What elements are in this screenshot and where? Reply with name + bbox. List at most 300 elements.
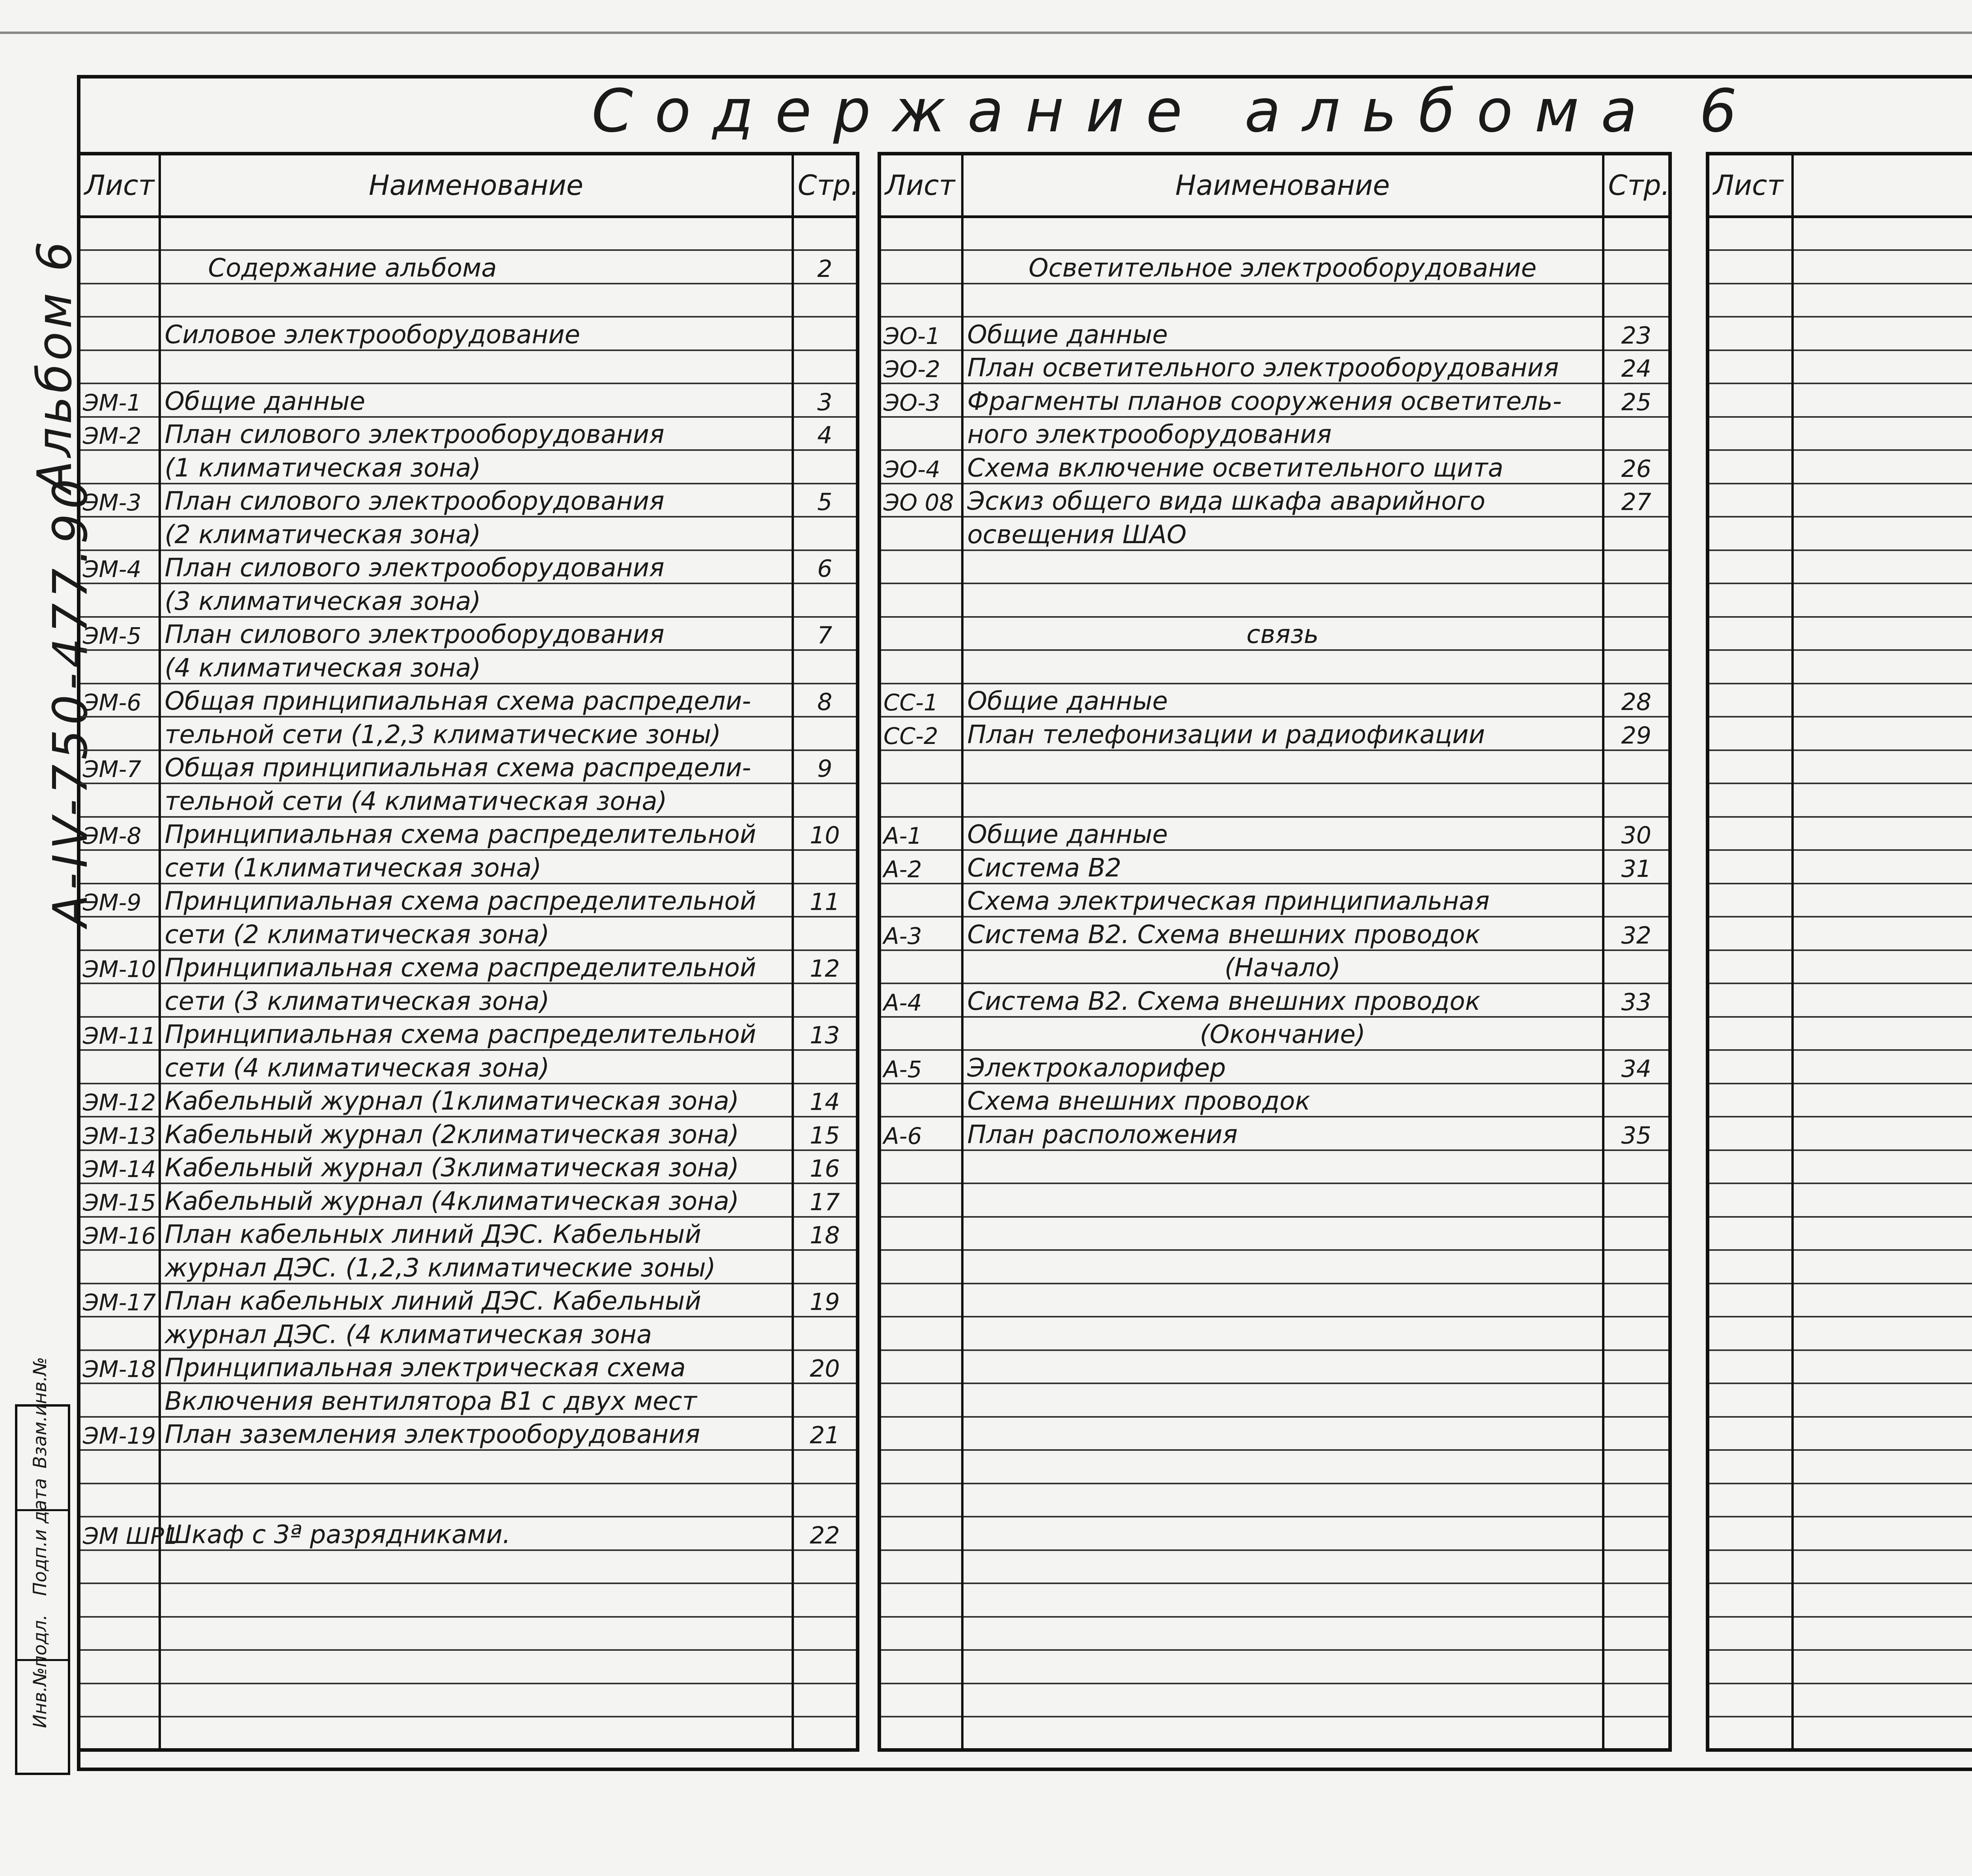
page-number-cell: 31 xyxy=(1603,850,1670,884)
table-row xyxy=(1708,1017,1972,1050)
table-row xyxy=(880,1250,1670,1284)
table-row xyxy=(880,917,1670,950)
item-name-cell xyxy=(1793,884,1972,917)
table-row xyxy=(1708,317,1972,350)
sheet-code-cell xyxy=(880,1417,962,1450)
page-number-cell xyxy=(793,1617,858,1650)
sheet-code-cell xyxy=(880,1350,962,1384)
table-row xyxy=(79,1150,858,1184)
contents-table-left xyxy=(77,152,859,1752)
sheet-code-cell xyxy=(880,1084,962,1117)
table-row xyxy=(79,1350,858,1384)
table-row xyxy=(79,1550,858,1584)
table-row xyxy=(880,650,1670,684)
item-name-cell: Принципиальная схема распределительной xyxy=(160,1017,793,1050)
table-row xyxy=(79,817,858,850)
sheet-code-cell: СС-2 xyxy=(880,717,962,750)
page-number-cell: 26 xyxy=(1603,450,1670,484)
page-number-cell: 6 xyxy=(793,550,858,584)
page-number-cell: 4 xyxy=(793,417,858,450)
table-row xyxy=(1708,684,1972,717)
item-name-cell xyxy=(1793,717,1972,750)
sheet-code-cell xyxy=(880,1317,962,1350)
table-row xyxy=(1708,850,1972,884)
stamp-label-inventory: Инв.№подл. xyxy=(29,1614,50,1728)
page-number-cell: 35 xyxy=(1603,1117,1670,1150)
item-name-cell: План силового электрооборудования xyxy=(160,550,793,584)
table-row xyxy=(880,1217,1670,1250)
item-name-cell: Система В2. Схема внешних проводок xyxy=(962,917,1603,950)
table-row xyxy=(1708,583,1972,617)
page-number-cell xyxy=(1603,1550,1670,1584)
sheet-code-cell xyxy=(79,1617,160,1650)
sheet-code-cell: ЭМ-19 xyxy=(79,1417,160,1450)
sheet-code-cell xyxy=(1708,650,1793,684)
page-number-cell: 19 xyxy=(793,1284,858,1317)
item-name-cell xyxy=(962,1650,1603,1684)
sheet-code-cell xyxy=(79,1383,160,1417)
item-name-cell xyxy=(962,1284,1603,1317)
item-name-cell xyxy=(1793,317,1972,350)
page-number-cell xyxy=(793,284,858,317)
sheet-code-cell xyxy=(1708,1383,1793,1417)
item-name-cell: Кабельный журнал (3климатическая зона) xyxy=(160,1150,793,1184)
item-name-cell: Общая принципиальная схема распредели- xyxy=(160,750,793,784)
table-row xyxy=(79,917,858,950)
page-number-cell xyxy=(1603,884,1670,917)
sheet-code-cell xyxy=(880,650,962,684)
page-number-cell xyxy=(1603,284,1670,317)
table-row xyxy=(1708,1484,1972,1517)
table-row xyxy=(1708,1417,1972,1450)
page-number-cell: 15 xyxy=(793,1117,858,1150)
sheet-code-cell xyxy=(1708,1583,1793,1617)
table-row xyxy=(79,250,858,284)
item-name-cell: сети (1климатическая зона) xyxy=(160,850,793,884)
sheet-code-cell xyxy=(880,1650,962,1684)
table-row xyxy=(79,1684,858,1717)
sheet-code-cell xyxy=(880,1250,962,1284)
sheet-code-cell xyxy=(880,884,962,917)
item-name-cell xyxy=(160,217,793,250)
page-number-cell: 25 xyxy=(1603,383,1670,417)
table-row xyxy=(880,550,1670,584)
table-row xyxy=(1708,1317,1972,1350)
page-number-cell xyxy=(1603,1250,1670,1284)
item-name-cell: Фрагменты планов сооружения осветитель- xyxy=(962,383,1603,417)
sheet-code-cell xyxy=(880,217,962,250)
page-number-cell xyxy=(1603,783,1670,817)
item-name-cell xyxy=(160,1550,793,1584)
table-row xyxy=(1708,1450,1972,1484)
item-name-cell xyxy=(1793,1150,1972,1184)
sheet-code-cell xyxy=(79,1684,160,1717)
item-name-cell: План кабельных линий ДЭС. Кабельный xyxy=(160,1284,793,1317)
sheet-code-cell xyxy=(79,517,160,550)
item-name-cell: План телефонизации и радиофикации xyxy=(962,717,1603,750)
table-row xyxy=(79,884,858,917)
sheet-code-cell xyxy=(1708,1450,1793,1484)
page-number-cell xyxy=(793,850,858,884)
table-row xyxy=(1708,450,1972,484)
page-number-cell: 2 xyxy=(793,250,858,284)
table-row xyxy=(79,650,858,684)
table-row xyxy=(880,750,1670,784)
item-name-cell xyxy=(1793,284,1972,317)
item-name-cell xyxy=(1793,517,1972,550)
table-row xyxy=(79,284,858,317)
sheet-code-cell xyxy=(880,1183,962,1217)
table-header-row xyxy=(880,154,1670,217)
page-number-cell xyxy=(793,1583,858,1617)
page-number-cell xyxy=(1603,1583,1670,1617)
page-number-cell: 27 xyxy=(1603,484,1670,517)
sheet-code-cell xyxy=(1708,583,1793,617)
table-row xyxy=(1708,917,1972,950)
page-number-cell xyxy=(793,1650,858,1684)
sheet-code-cell: ЭМ-2 xyxy=(79,417,160,450)
sheet-code-cell xyxy=(79,1450,160,1484)
sheet-code-cell xyxy=(79,284,160,317)
table-row xyxy=(79,350,858,384)
sheet-code-cell xyxy=(1708,1350,1793,1384)
sheet-code-cell xyxy=(880,1717,962,1750)
table-row xyxy=(79,1617,858,1650)
page-number-cell: 22 xyxy=(793,1517,858,1550)
table-row xyxy=(880,484,1670,517)
table-row xyxy=(1708,617,1972,650)
item-name-cell xyxy=(1793,917,1972,950)
table-row xyxy=(79,617,858,650)
sheet-code-cell xyxy=(1708,1250,1793,1284)
sheet-code-cell xyxy=(79,1250,160,1284)
page-number-cell xyxy=(793,583,858,617)
sheet-code-cell xyxy=(79,783,160,817)
sheet-code-cell xyxy=(1708,1217,1793,1250)
item-name-cell xyxy=(962,1417,1603,1450)
table-row xyxy=(880,684,1670,717)
table-row xyxy=(880,1450,1670,1484)
stamp-cell-inventory xyxy=(17,1614,68,1773)
sheet-code-cell: ЭМ-13 xyxy=(79,1117,160,1150)
sheet-code-cell xyxy=(79,250,160,284)
table-row xyxy=(880,417,1670,450)
sheet-code-cell: ЭМ ШР1 xyxy=(79,1517,160,1550)
page-number-cell: 14 xyxy=(793,1084,858,1117)
table-row xyxy=(880,1150,1670,1184)
table-row xyxy=(79,583,858,617)
page-number-cell: 11 xyxy=(793,884,858,917)
table-header-row xyxy=(1708,154,1972,217)
item-name-cell xyxy=(962,750,1603,784)
item-name-cell xyxy=(962,217,1603,250)
page-number-cell xyxy=(1603,1417,1670,1450)
page-number-cell xyxy=(1603,1017,1670,1050)
sheet-code-cell xyxy=(880,1583,962,1617)
item-name-cell xyxy=(1793,1183,1972,1217)
table-header-row xyxy=(79,154,858,217)
page-number-cell xyxy=(1603,617,1670,650)
sheet-code-cell: А-1 xyxy=(880,817,962,850)
page-number-cell xyxy=(1603,583,1670,617)
sheet-code-cell xyxy=(1708,1117,1793,1150)
page-number-cell xyxy=(793,1317,858,1350)
page-number-cell xyxy=(1603,550,1670,584)
table-row xyxy=(79,983,858,1017)
item-name-cell: Кабельный журнал (4климатическая зона) xyxy=(160,1183,793,1217)
table-row xyxy=(79,950,858,984)
table-row xyxy=(79,417,858,450)
table-row xyxy=(880,1484,1670,1517)
table-row xyxy=(1708,717,1972,750)
item-name-cell xyxy=(1793,1350,1972,1384)
sheet-code-cell xyxy=(880,550,962,584)
item-name-cell xyxy=(1793,1317,1972,1350)
column-header-page: Стр. xyxy=(793,154,858,217)
item-name-cell: (3 климатическая зона) xyxy=(160,583,793,617)
sheet-code-cell xyxy=(1708,1050,1793,1084)
table-row xyxy=(1708,1717,1972,1750)
table-row xyxy=(1708,1583,1972,1617)
table-row xyxy=(880,1284,1670,1317)
page-number-cell xyxy=(793,1050,858,1084)
item-name-cell xyxy=(1793,950,1972,984)
item-name-cell: Эскиз общего вида шкафа аварийного xyxy=(962,484,1603,517)
item-name-cell: План заземления электрооборудования xyxy=(160,1417,793,1450)
sheet-code-cell xyxy=(79,1317,160,1350)
sheet-code-cell xyxy=(880,417,962,450)
item-name-cell xyxy=(962,1450,1603,1484)
page-number-cell: 3 xyxy=(793,383,858,417)
item-name-cell: Принципиальная схема распределительной xyxy=(160,817,793,850)
item-name-cell: Система В2. Схема внешних проводок xyxy=(962,983,1603,1017)
item-name-cell xyxy=(160,1484,793,1517)
item-name-cell: (4 климатическая зона) xyxy=(160,650,793,684)
contents-table-middle xyxy=(878,152,1672,1752)
item-name-cell xyxy=(962,1183,1603,1217)
sheet-code-cell xyxy=(1708,850,1793,884)
sheet-top-edge xyxy=(0,32,1972,34)
table-row xyxy=(79,517,858,550)
sheet-code-cell xyxy=(79,717,160,750)
item-name-cell xyxy=(1793,750,1972,784)
sheet-code-cell: А-4 xyxy=(880,983,962,1017)
item-name-cell xyxy=(962,650,1603,684)
sheet-code-cell: ЭМ-17 xyxy=(79,1284,160,1317)
item-name-cell xyxy=(962,1484,1603,1517)
page-number-cell xyxy=(1603,1517,1670,1550)
page-number-cell: 32 xyxy=(1603,917,1670,950)
sheet-code-cell xyxy=(1708,1717,1793,1750)
item-name-cell: Кабельный журнал (2климатическая зона) xyxy=(160,1117,793,1150)
sheet-code-cell xyxy=(79,1484,160,1517)
page-number-cell xyxy=(1603,1684,1670,1717)
table-row xyxy=(79,1183,858,1217)
table-row xyxy=(79,1650,858,1684)
table-row xyxy=(1708,550,1972,584)
table-row xyxy=(1708,484,1972,517)
item-name-cell: Принципиальная схема распределительной xyxy=(160,884,793,917)
page-number-cell: 34 xyxy=(1603,1050,1670,1084)
sheet-code-cell xyxy=(1708,750,1793,784)
table-row xyxy=(880,617,1670,650)
sheet-code-cell xyxy=(1708,1150,1793,1184)
table-row xyxy=(1708,517,1972,550)
item-name-cell: План осветительного электрооборудования xyxy=(962,350,1603,384)
sheet-code-cell xyxy=(1708,217,1793,250)
item-name-cell xyxy=(160,350,793,384)
item-name-cell: журнал ДЭС. (1,2,3 климатические зоны) xyxy=(160,1250,793,1284)
page-number-cell xyxy=(1603,750,1670,784)
table-row xyxy=(880,1117,1670,1150)
item-name-cell xyxy=(962,1383,1603,1417)
table-row xyxy=(1708,383,1972,417)
sheet-code-cell xyxy=(79,917,160,950)
sheet-code-cell: А-2 xyxy=(880,850,962,884)
table-row xyxy=(79,1284,858,1317)
table-row xyxy=(880,1550,1670,1584)
item-name-cell xyxy=(1793,1217,1972,1250)
sheet-code-cell xyxy=(1708,684,1793,717)
table-row xyxy=(880,1517,1670,1550)
item-name-cell xyxy=(962,1317,1603,1350)
sheet-code-cell: ЭМ-4 xyxy=(79,550,160,584)
table-row xyxy=(1708,1217,1972,1250)
table-row xyxy=(79,1583,858,1617)
sheet-code-cell: ЭМ-18 xyxy=(79,1350,160,1384)
page-number-cell xyxy=(793,450,858,484)
table-row xyxy=(1708,250,1972,284)
sheet-code-cell xyxy=(1708,783,1793,817)
sheet-code-cell xyxy=(880,617,962,650)
table-row xyxy=(79,1250,858,1284)
sheet-code-cell xyxy=(1708,1284,1793,1317)
table-row xyxy=(880,1183,1670,1217)
table-row xyxy=(880,317,1670,350)
page-number-cell xyxy=(1603,1084,1670,1117)
sheet-code-cell: ЭМ-12 xyxy=(79,1084,160,1117)
item-name-cell xyxy=(1793,450,1972,484)
page-number-cell xyxy=(1603,1217,1670,1250)
item-name-cell: План силового электрооборудования xyxy=(160,617,793,650)
page-number-cell: 16 xyxy=(793,1150,858,1184)
sheet-code-cell xyxy=(880,1617,962,1650)
sheet-code-cell xyxy=(880,250,962,284)
sheet-code-cell: ЭМ-11 xyxy=(79,1017,160,1050)
item-name-cell xyxy=(160,1650,793,1684)
item-name-cell xyxy=(1793,1517,1972,1550)
table-row xyxy=(79,450,858,484)
page-number-cell: 29 xyxy=(1603,717,1670,750)
table-row xyxy=(79,317,858,350)
item-name-cell xyxy=(1793,1417,1972,1450)
item-name-cell xyxy=(1793,417,1972,450)
sheet-code-cell xyxy=(880,1383,962,1417)
table-row xyxy=(1708,950,1972,984)
item-name-cell: Схема включение осветительного щита xyxy=(962,450,1603,484)
sheet-code-cell xyxy=(1708,250,1793,284)
item-name-cell: Включения вентилятора В1 с двух мест xyxy=(160,1383,793,1417)
item-name-cell: Шкаф с 3ª разрядниками. xyxy=(160,1517,793,1550)
item-name-cell: Общая принципиальная схема распредели- xyxy=(160,684,793,717)
page-number-cell: 28 xyxy=(1603,684,1670,717)
table-row xyxy=(1708,1183,1972,1217)
sheet-code-cell xyxy=(1708,617,1793,650)
column-header-sheet: Лист xyxy=(79,154,160,217)
page-number-cell: 23 xyxy=(1603,317,1670,350)
item-name-cell: Принципиальная электрическая схема xyxy=(160,1350,793,1384)
sheet-code-cell: ЭМ-10 xyxy=(79,950,160,984)
page-number-cell xyxy=(1603,217,1670,250)
page-number-cell: 12 xyxy=(793,950,858,984)
table-row xyxy=(1708,1150,1972,1184)
sheet-code-cell xyxy=(79,583,160,617)
item-name-cell: Кабельный журнал (1климатическая зона) xyxy=(160,1084,793,1117)
sheet-code-cell: А-6 xyxy=(880,1117,962,1150)
page-number-cell: 17 xyxy=(793,1183,858,1217)
table-row xyxy=(880,783,1670,817)
table-row xyxy=(1708,650,1972,684)
item-name-cell xyxy=(1793,217,1972,250)
item-name-cell: Система В2 xyxy=(962,850,1603,884)
page-number-cell xyxy=(793,983,858,1017)
sheet-code-cell: ЭМ-3 xyxy=(79,484,160,517)
table-row xyxy=(880,717,1670,750)
page-number-cell xyxy=(793,1484,858,1517)
table-row xyxy=(1708,1050,1972,1084)
item-name-cell: сети (3 климатическая зона) xyxy=(160,983,793,1017)
item-name-cell xyxy=(1793,983,1972,1017)
item-name-cell: (1 климатическая зона) xyxy=(160,450,793,484)
table-row xyxy=(880,817,1670,850)
table-row xyxy=(1708,783,1972,817)
table-row xyxy=(880,983,1670,1017)
page-number-cell xyxy=(1603,1350,1670,1384)
sheet-code-cell xyxy=(1708,950,1793,984)
item-name-cell: связь xyxy=(962,617,1603,650)
sheet-code-cell xyxy=(79,1650,160,1684)
table-row xyxy=(79,1317,858,1350)
table-row xyxy=(1708,750,1972,784)
stamp-label-replacement: Взам.инв.№ xyxy=(29,1357,50,1469)
item-name-cell xyxy=(1793,1484,1972,1517)
sheet-code-cell xyxy=(1708,1417,1793,1450)
item-name-cell xyxy=(962,1150,1603,1184)
sheet-code-cell xyxy=(880,1517,962,1550)
table-row xyxy=(880,350,1670,384)
item-name-cell xyxy=(1793,1717,1972,1750)
sheet-code-cell xyxy=(79,983,160,1017)
page-number-cell xyxy=(793,1383,858,1417)
sheet-code-cell: ЭМ-16 xyxy=(79,1217,160,1250)
item-name-cell xyxy=(962,583,1603,617)
item-name-cell xyxy=(1793,350,1972,384)
column-header-name xyxy=(1793,154,1972,217)
page-number-cell xyxy=(1603,650,1670,684)
page-number-cell xyxy=(1603,1383,1670,1417)
sheet-code-cell xyxy=(1708,317,1793,350)
item-name-cell: Общие данные xyxy=(160,383,793,417)
table-row xyxy=(880,850,1670,884)
table-row xyxy=(1708,1284,1972,1317)
item-name-cell: Принципиальная схема распределительной xyxy=(160,950,793,984)
table-row xyxy=(79,1417,858,1450)
table-row xyxy=(79,750,858,784)
sheet-code-cell xyxy=(880,750,962,784)
sheet-code-cell xyxy=(880,583,962,617)
item-name-cell xyxy=(962,1617,1603,1650)
sheet-code-cell xyxy=(1708,1650,1793,1684)
